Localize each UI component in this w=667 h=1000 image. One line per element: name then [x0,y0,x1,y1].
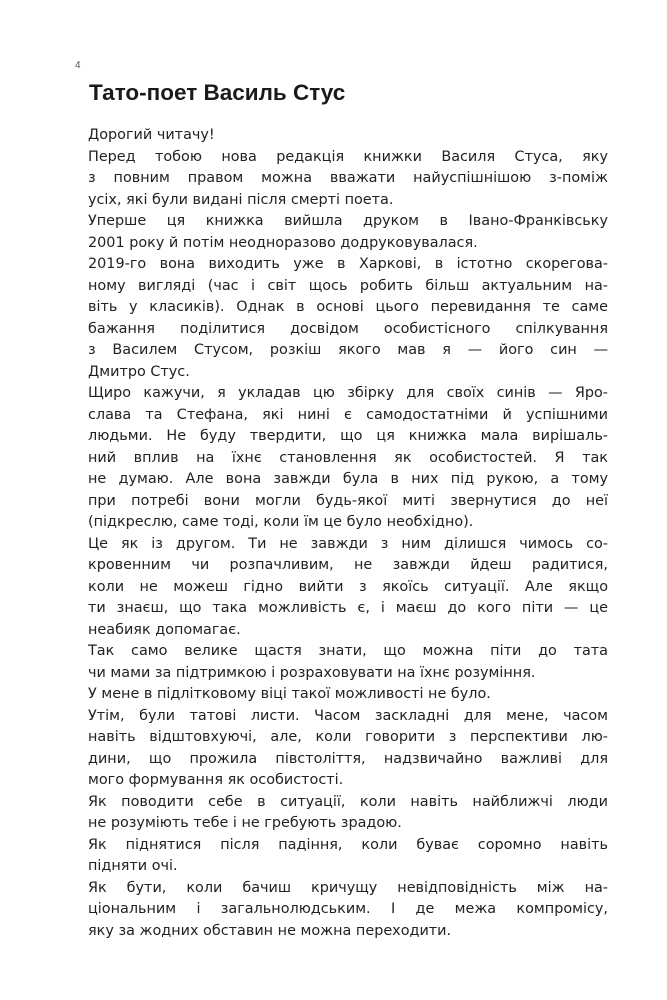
text-line: неабияк допомагає. [88,621,241,638]
text-line: не розуміють тебе і не гребують зрадою. [88,815,402,831]
text-line: мого формування як особистості. [88,772,344,788]
text-line: Дорогий читачу! [88,127,215,143]
text-line: Дмитро Стус. [88,363,190,380]
chapter-title: Тато-поет Василь Стус [89,80,346,105]
paragraph [88,534,608,642]
paragraph [88,706,608,792]
paragraph [88,641,608,684]
text-line: Як бути, коли бачиш кричущу невідповідність між на- [88,879,608,896]
text-line: Як піднятися після падіння, коли буває соромно навіть [88,836,608,853]
text-line: підняти очі. [88,858,178,874]
text-line: 2019-го вона виходить уже в Харкові, в істотно скорегова- [88,256,608,272]
text-line: бажання поділитися досвідом особистісного спілкування [88,320,608,337]
text-line: ціональним і загальнолюдським. І де межа компромісу, [88,901,608,917]
text-line: яку за жодних обставин не можна переходити. [88,922,452,939]
text-line: Це як із другом. Ти не завжди з ним ділишся чимось со- [88,535,608,552]
text-line: кровенним чи розпачливим, не завжди йдеш радитися, [88,557,608,573]
text-line: чи мами за підтримкою і розраховувати на їхнє розуміння. [88,664,536,681]
text-line: Щиро кажучи, я укладав цю збірку для своїх синів — Яро- [88,385,608,401]
text-line: Утім, були татові листи. Часом заскладні для мене, часом [88,707,608,724]
text-line: дини, що прожила півстоліття, надзвичайно важливі для [88,750,608,767]
text-line: при потребі вони могли будь-якої миті звернутися до неї [88,492,608,509]
paragraph [88,383,608,534]
text-line: ти знаєш, що така можливість є, і маєш до кого піти — це [88,600,608,616]
text-line: віть у класиків). Однак в основі цього перевидання те саме [88,299,608,315]
paragraph [88,792,608,835]
text-line: слава та Стефана, які нині є самодостатніми й успішними [88,406,608,423]
text-line: Уперше ця книжка вийшла друком в Івано-Франківську [88,213,608,229]
text-line: коли не можеш гідно вийти з якоїсь ситуації. Але якщо [88,578,608,595]
text-line: усіх, які були видані після смерті поета. [88,191,394,208]
page-number: 4 [75,60,81,71]
text-line: (підкреслю, саме тоді, коли їм це було необхідно). [88,514,474,530]
text-line: У мене в підлітковому віці такої можливості не було. [88,686,491,702]
paragraph [88,254,608,383]
text-line: Так само велике щастя знати, що можна піти до тата [88,643,608,659]
text-line: не думаю. Але вона завжди була в них під рукою, а тому [88,471,608,487]
paragraph [88,684,608,706]
paragraph [88,125,608,147]
text-line: Перед тобою нова редакція книжки Василя Стуса, яку [88,148,608,165]
paragraph [88,878,608,943]
text-line: навіть відштовхуючі, але, коли говорити з перспективи лю- [88,729,608,745]
text-line: з Василем Стусом, розкіш якого мав я — його син — [88,342,608,358]
text-line: ному вигляді (час і світ щось робить більш актуальним на- [88,277,608,294]
text-line: Як поводити себе в ситуації, коли навіть найближчі люди [88,793,608,810]
paragraph [88,835,608,878]
text-line: людьми. Не буду твердити, що ця книжка мала вирішаль- [88,428,608,444]
paragraph [88,147,608,212]
paragraph [88,211,608,254]
text-line: 2001 року й потім неодноразово додруковувалася. [88,234,478,251]
text-line: ний вплив на їхнє становлення як особистостей. Я так [88,449,608,466]
body-text [88,125,608,942]
text-line: з повним правом можна вважати найуспішнішою з-поміж [88,170,608,186]
